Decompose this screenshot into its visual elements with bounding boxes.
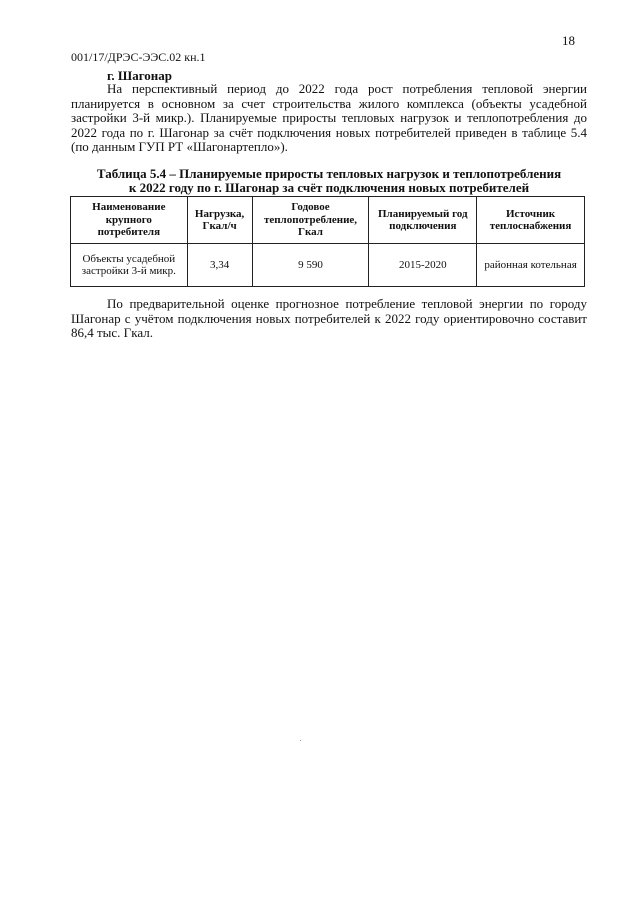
table-row xyxy=(71,244,585,287)
header-connection-year: Планируемый год подключения xyxy=(369,197,477,244)
table-caption-line-1: Таблица 5.4 – Планируемые приросты тепловых нагрузок и теплопотребления xyxy=(96,166,562,181)
cell-load: 3,34 xyxy=(187,244,252,287)
header-heat-source: Источник теплоснабжения xyxy=(477,197,585,244)
table-caption-line-2: к 2022 году по г. Шагонар за счёт подключения новых потребителей xyxy=(128,179,530,195)
table-header-row xyxy=(71,197,585,244)
cell-heat-source: районная котельная xyxy=(477,244,585,287)
header-consumer: Наименование крупного потребителя xyxy=(71,197,188,244)
page-number: 18 xyxy=(562,33,575,48)
scan-speck xyxy=(300,740,301,741)
section-title: г. Шагонар xyxy=(107,68,173,83)
cell-connection-year: 2015-2020 xyxy=(369,244,477,287)
intro-paragraph: На перспективный период до 2022 года рост потребления тепловой энергии планируется в основном за счет строительства жилого комплекса (объекты усадебной застройки 3-й микр.). Планируемые приросты тепловых нагрузок и теплопотребления до 2022 года по г. Шагонар за счёт подключения новых потребителей приведен в таблице 5.4 (по данным ГУП РТ «Шагонартепло»). xyxy=(71,81,587,155)
header-annual-consumption: Годовое теплопотребление, Гкал xyxy=(252,197,369,244)
cell-consumer: Объекты усадебной застройки 3-й микр. xyxy=(71,244,188,287)
cell-annual-consumption: 9 590 xyxy=(252,244,369,287)
heat-load-table xyxy=(70,196,585,287)
document-code: 001/17/ДРЭС-ЭЭС.02 кн.1 xyxy=(71,50,206,64)
conclusion-paragraph: По предварительной оценке прогнозное потребление тепловой энергии по городу Шагонар с учётом подключения новых потребителей к 2022 году ориентировочно составит 86,4 тыс. Гкал. xyxy=(71,296,587,341)
table-caption xyxy=(71,167,587,194)
header-load: Нагрузка, Гкал/ч xyxy=(187,197,252,244)
